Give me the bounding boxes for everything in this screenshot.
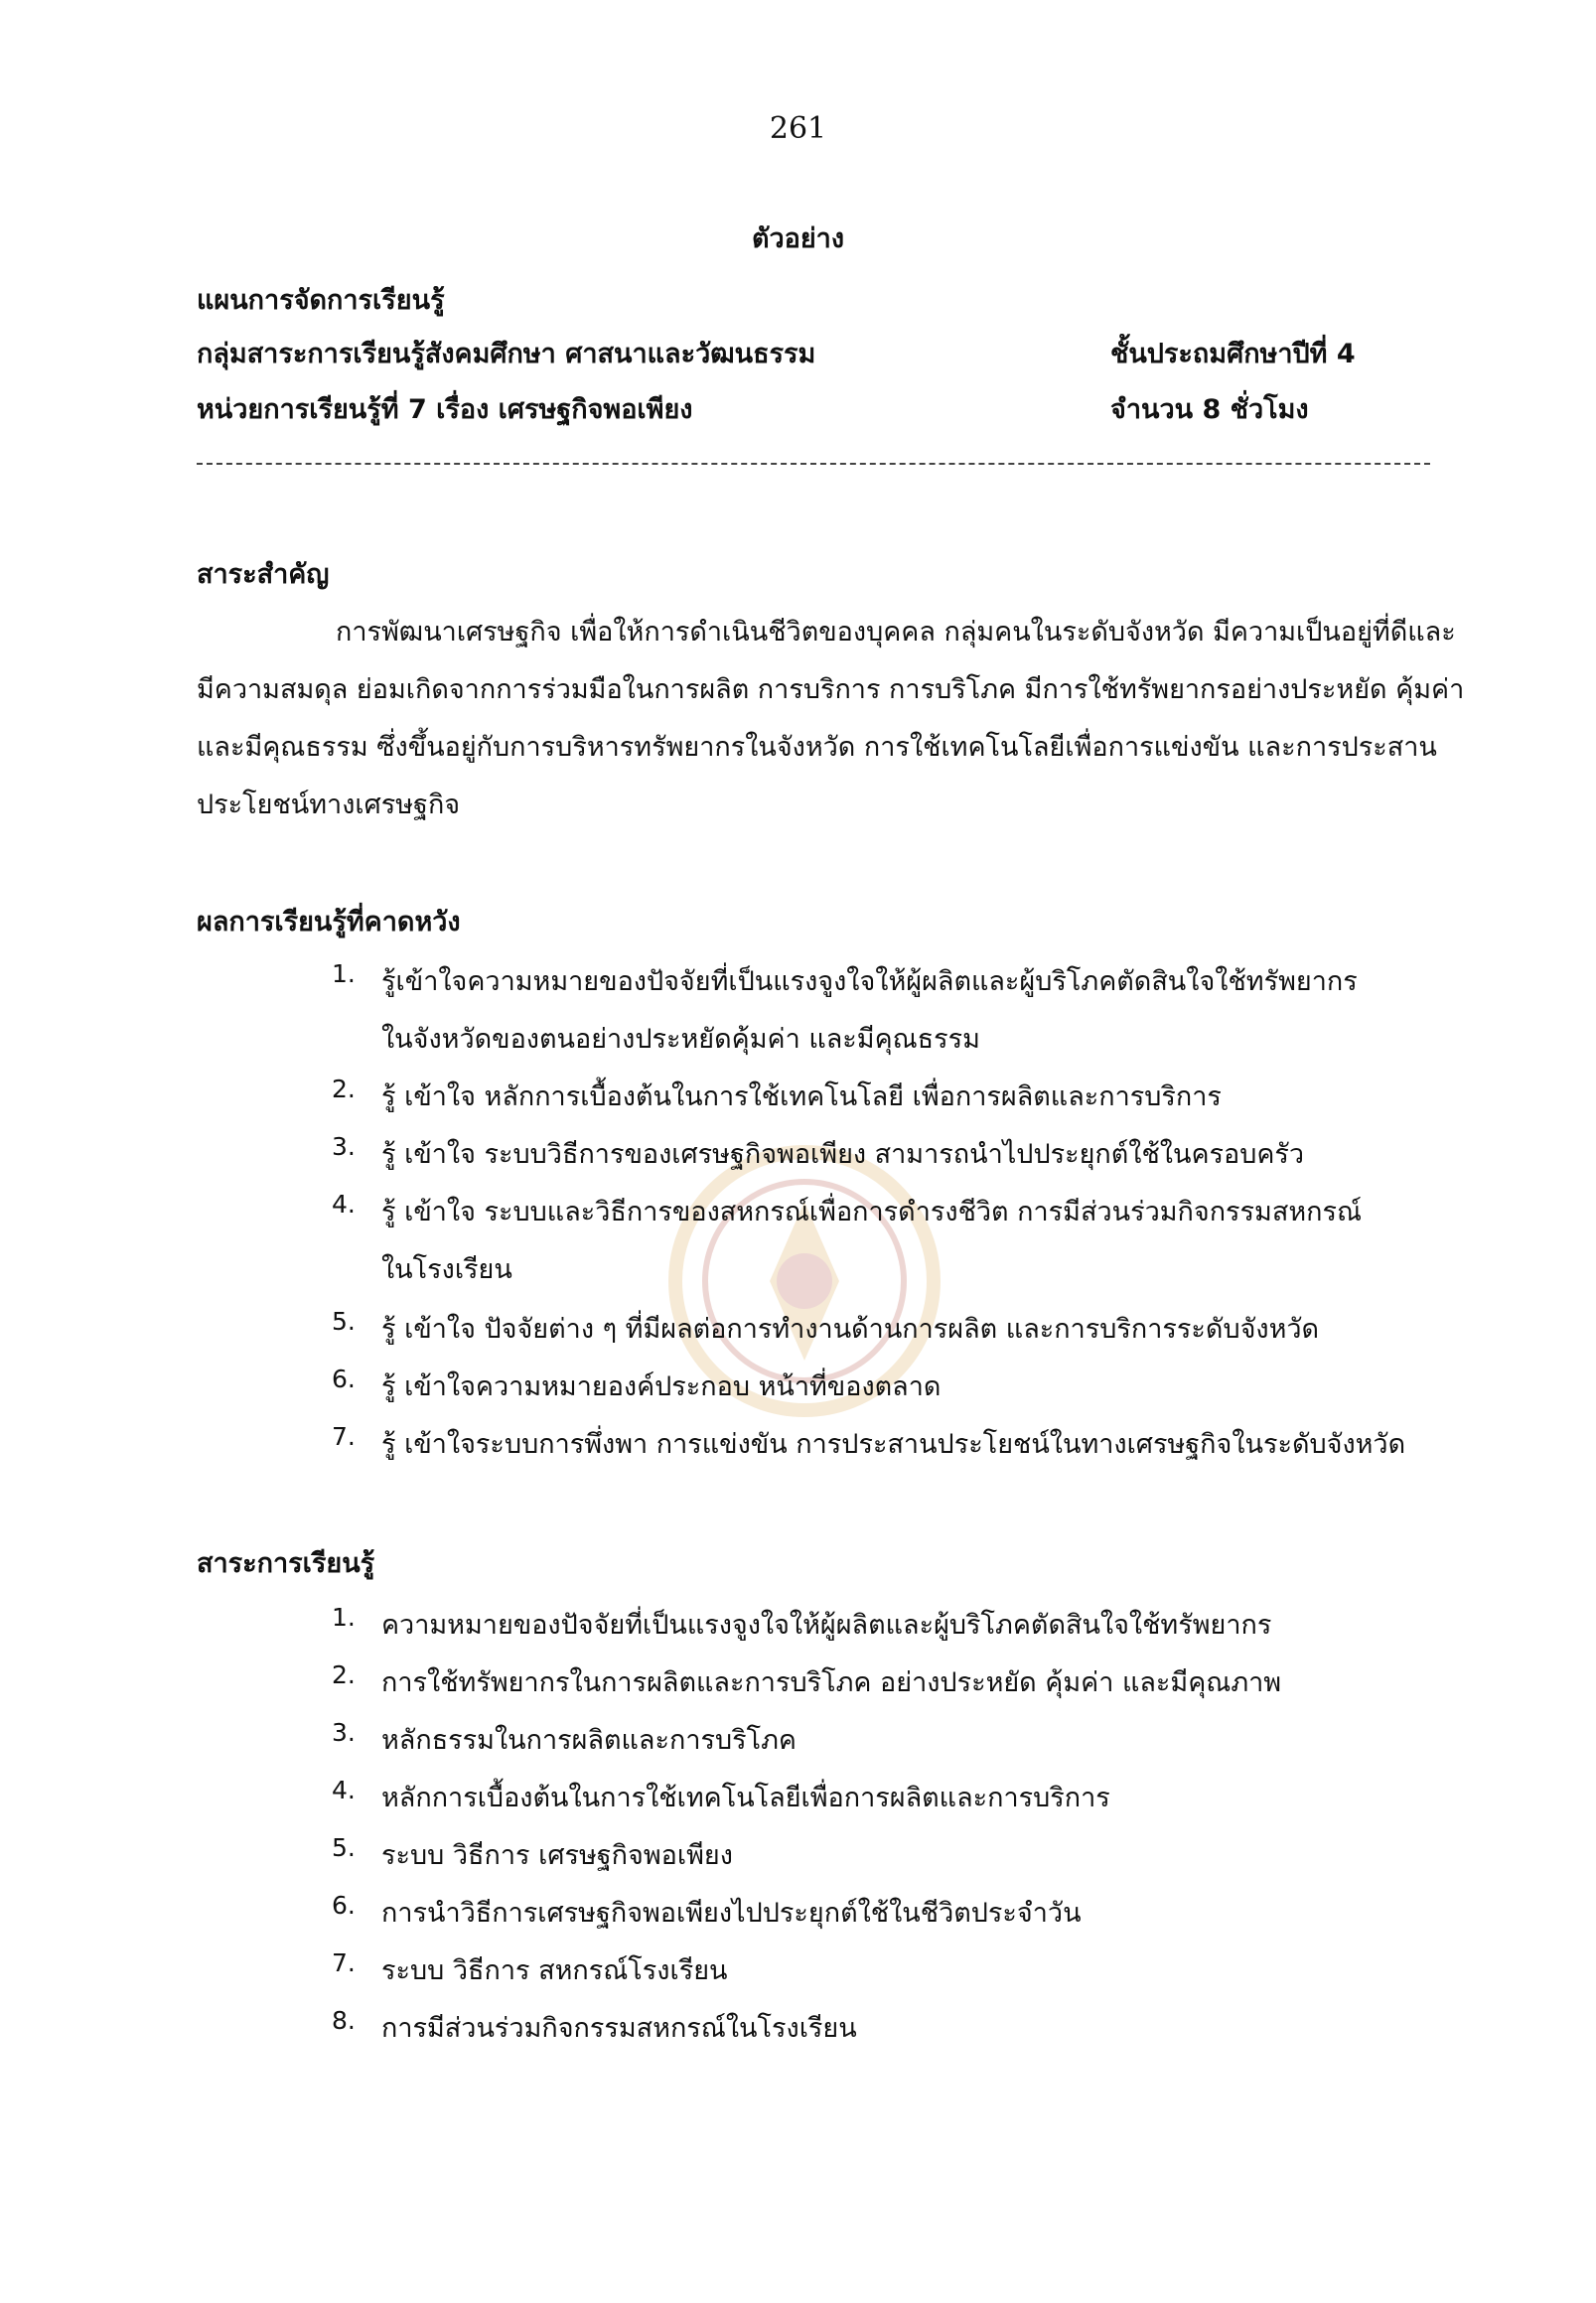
outcomes-heading: ผลการเรียนรู้ที่คาดหวัง	[197, 907, 461, 937]
unit-title: หน่วยการเรียนรู้ที่ 7 เรื่อง เศรษฐกิจพอเพียง	[197, 394, 693, 425]
item-number: 1.	[332, 959, 356, 988]
item-text: รู้ เข้าใจความหมายองค์ประกอบ หน้าที่ของตลาด	[381, 1371, 942, 1402]
item-number: 3.	[332, 1132, 356, 1161]
item-number: 7.	[332, 1948, 356, 1977]
document-label: ตัวอย่าง	[751, 223, 845, 254]
item-text: ระบบ วิธีการ สหกรณ์โรงเรียน	[381, 1955, 728, 1986]
item-text: รู้ เข้าใจระบบการพึ่งพา การแข่งขัน การประสานประโยชน์ในทางเศรษฐกิจในระดับจังหวัด	[381, 1429, 1406, 1460]
item-number: 2.	[332, 1660, 356, 1689]
item-text: รู้เข้าใจความหมายของปัจจัยที่เป็นแรงจูงใจให้ผู้ผลิตและผู้บริโภคตัดสินใจใช้ทรัพยากร	[381, 966, 1358, 997]
hours-count: จำนวน 8 ชั่วโมง	[1110, 394, 1309, 425]
item-number: 3.	[332, 1718, 356, 1747]
item-text: รู้ เข้าใจ ระบบวิธีการของเศรษฐกิจพอเพียง สามารถนำไปประยุกต์ใช้ในครอบครัว	[381, 1139, 1305, 1170]
grade-level: ชั้นประถมศึกษาปีที่ 4	[1110, 339, 1356, 369]
item-number: 6.	[332, 1365, 356, 1393]
item-text: รู้ เข้าใจ ปัจจัยต่าง ๆ ที่มีผลต่อการทำงานด้านการผลิต และการบริการระดับจังหวัด	[381, 1314, 1320, 1345]
item-text: การใช้ทรัพยากรในการผลิตและการบริโภค อย่างประหยัด คุ้มค่า และมีคุณภาพ	[381, 1667, 1282, 1698]
item-text: รู้ เข้าใจ ระบบและวิธีการของสหกรณ์เพื่อการดำรงชีวิต การมีส่วนร่วมกิจกรรมสหกรณ์	[381, 1197, 1363, 1227]
item-number: 5.	[332, 1833, 356, 1862]
item-number: 4.	[332, 1190, 356, 1219]
item-number: 8.	[332, 2006, 356, 2035]
item-text: การมีส่วนร่วมกิจกรรมสหกรณ์ในโรงเรียน	[381, 2013, 857, 2044]
page-number: 261	[769, 111, 827, 146]
item-number: 2.	[332, 1075, 356, 1103]
item-text: หลักธรรมในการผลิตและการบริโภค	[381, 1725, 797, 1756]
item-number: 6.	[332, 1891, 356, 1920]
item-text: ในจังหวัดของตนอย่างประหยัดคุ้มค่า และมีคุณธรรม	[381, 1024, 980, 1055]
plan-title: แผนการจัดการเรียนรู้	[197, 285, 445, 316]
item-number: 7.	[332, 1422, 356, 1451]
item-text: รู้ เข้าใจ หลักการเบื้องต้นในการใช้เทคโนโลยี เพื่อการผลิตและการบริการ	[381, 1081, 1222, 1112]
essence-line: ประโยชน์ทางเศรษฐกิจ	[197, 790, 461, 820]
essence-heading: สาระสำคัญ	[197, 559, 330, 590]
item-number: 1.	[332, 1603, 356, 1632]
item-number: 4.	[332, 1776, 356, 1804]
item-text: การนำวิธีการเศรษฐกิจพอเพียงไปประยุกต์ใช้ในชีวิตประจำวัน	[381, 1898, 1082, 1929]
content-heading: สาระการเรียนรู้	[197, 1548, 375, 1579]
essence-line: การพัฒนาเศรษฐกิจ เพื่อให้การดำเนินชีวิตของบุคคล กลุ่มคนในระดับจังหวัด มีความเป็นอยู่ที่ดีและ	[336, 617, 1456, 648]
item-text: หลักการเบื้องต้นในการใช้เทคโนโลยีเพื่อการผลิตและการบริการ	[381, 1783, 1110, 1813]
item-text: ในโรงเรียน	[381, 1254, 512, 1285]
item-number: 5.	[332, 1307, 356, 1336]
essence-line: และมีคุณธรรม ซึ่งขึ้นอยู่กับการบริหารทรัพยากรในจังหวัด การใช้เทคโนโลยีเพื่อการแข่งขัน และการประสาน	[197, 732, 1437, 763]
essence-line: มีความสมดุล ย่อมเกิดจากการร่วมมือในการผลิต การบริการ การบริโภค มีการใช้ทรัพยากรอย่างประหยัด คุ้มค่า	[197, 674, 1465, 705]
header-divider	[197, 463, 1430, 465]
item-text: ความหมายของปัจจัยที่เป็นแรงจูงใจให้ผู้ผลิตและผู้บริโภคตัดสินใจใช้ทรัพยากร	[381, 1610, 1272, 1641]
item-text: ระบบ วิธีการ เศรษฐกิจพอเพียง	[381, 1840, 733, 1871]
subject-group: กลุ่มสาระการเรียนรู้สังคมศึกษา ศาสนาและวัฒนธรรม	[197, 339, 816, 369]
